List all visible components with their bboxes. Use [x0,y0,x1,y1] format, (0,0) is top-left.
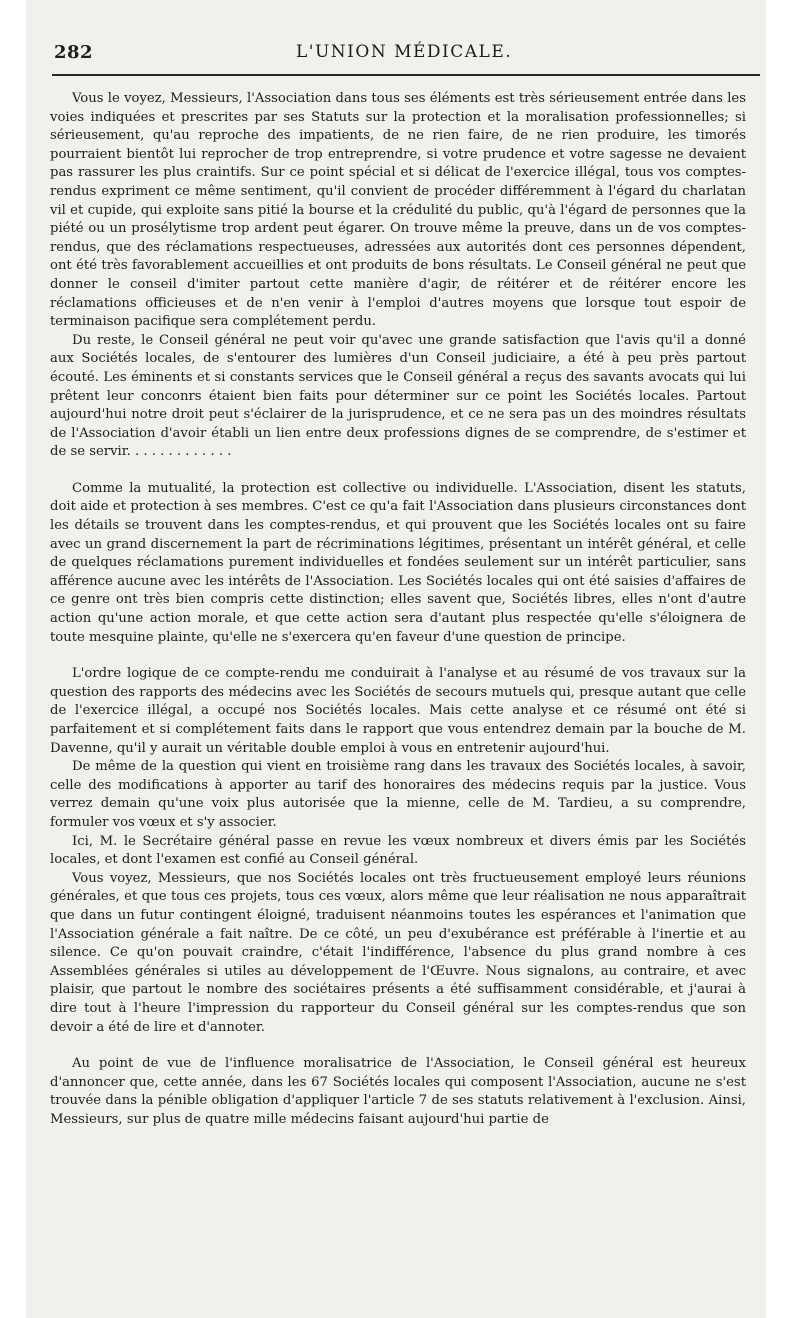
paragraph: L'ordre logique de ce compte-rendu me conduirait à l'analyse et au résumé de vos travaux sur la question des rapports des médecins avec les Sociétés de secours mutuels qui, presque autant que celle de l'exercice illégal, a occupé nos Sociétés locales. Mais cette analyse et ce résumé ont été si parfaitement et si complétement faits dans le rapport que vous entendrez demain par la bouche de M. Davenne, qu'il y aurait un véritable double emploi à vous en entretenir aujourd'hui. [50,666,746,756]
paragraph: Comme la mutualité, la protection est collective ou individuelle. L'Association, disent les statuts, doit aide et protection à ses membres. C'est ce qu'a fait l'Association dans plusieurs circonstances dont les détails se trouvent dans les comptes-rendus, et qui prouvent que les Sociétés locales ont su faire avec un grand discernement la part de récriminations légitimes, présentant un intérêt général, et celle de quelques réclamations purement individuelles et fondées seulement sur un intérêt particulier, sans afférence aucune avec les intérêts de l'Association. Les Sociétés locales qui ont été saisies d'affaires de ce genre ont très bien compris cette distinction; elles savent que, Sociétés libres, elles n'ont d'autre action qu'une action morale, et que cette action sera d'autant plus respectée qu'elle s'éloignera de toute mesquine plainte, qu'elle ne s'exercera qu'en faveur d'une question de principe. [50,480,746,645]
paragraph: Ici, M. le Secrétaire général passe en revue les vœux nombreux et divers émis par les Sociétés locales, et dont l'examen est confié au Conseil général. [50,833,746,868]
running-title: L'UNION MÉDICALE. [296,42,513,62]
book-page [26,0,766,1318]
paragraph: Vous voyez, Messieurs, que nos Sociétés locales ont très fructueusement employé leurs réunions générales, et que tous ces projets, tous ces vœux, alors même que leur réalisation ne nous apparaîtrait que dans un futur contingent éloigné, traduisent néanmoins toutes les espérances et l'animation que l'Association générale a fait naître. De ce côté, un peu d'exubérance est préférable à l'inertie et au silence. Ce qu'on pouvait craindre, c'était l'indifférence, l'absence du plus grand nombre à ces Assemblées générales si utiles au développement de l'Œuvre. Nous signalons, au contraire, et avec plaisir, que partout le nombre des sociétaires présents a été suffisamment considérable, et j'aurai à dire tout à l'heure l'impression du rapporteur du Conseil général sur les comptes-rendus que son devoir a été de lire et d'annoter. [50,870,746,1035]
page-header [26,38,766,66]
body-text [50,90,746,1129]
paragraph: Au point de vue de l'influence moralisatrice de l'Association, le Conseil général est heureux d'annoncer que, cette année, dans les 67 Sociétés locales qui composent l'Association, aucune ne s'est trouvée dans la pénible obligation d'appliquer l'article 7 de ses statuts relativement à l'exclusion. Ainsi, Messieurs, sur plus de quatre mille médecins faisant aujourd'hui partie de [50,1056,746,1127]
paragraph-gap [50,1037,746,1055]
paragraph: De même de la question qui vient en troisième rang dans les travaux des Sociétés locales, à savoir, celle des modifications à apporter au tarif des honoraires des médecins requis par la justice. Vous verrez demain qu'une voix plus autorisée que la mienne, celle de M. Tardieu, a su comprendre, formuler vos vœux et s'y associer. [50,759,746,830]
paragraph-gap [50,462,746,480]
paragraph: Vous le voyez, Messieurs, l'Association dans tous ses éléments est très sérieusement entrée dans les voies indiquées et prescrites par ses Statuts sur la protection et la moralisation professionnelles; si sérieusement, qu'au reproche des impatients, de ne rien faire, de ne rien produire, les timorés pourraient bientôt lui reprocher de trop entreprendre, si votre prudence et votre sagesse ne devaient pas rassurer les plus craintifs. Sur ce point spécial et si délicat de l'exercice illégal, tous vos comptes-rendus expriment ce même sentiment, qu'il convient de procéder différemment à l'égard du charlatan vil et cupide, qui exploite sans pitié la bourse et la crédulité du public, qu'à l'égard de personnes que la piété ou un prosélytisme trop ardent peut égarer. On trouve même la preuve, dans un de vos comptes-rendus, que des réclamations respectueuses, adressées aux autorités dont ces personnes dépendent, ont été très favorablement accueillies et ont produits de bons résultats. Le Conseil général ne peut que donner le conseil d'imiter partout cette manière d'agir, de réitérer et de réitérer encore les réclamations officieuses et de n'en venir à l'emploi d'autres moyens que lorsque tout espoir de terminaison pacifique sera complétement perdu. [50,91,746,330]
page-number: 282 [54,42,94,63]
header-rule [52,74,760,76]
paragraph: Du reste, le Conseil général ne peut voir qu'avec une grande satisfaction que l'avis qu'il a donné aux Sociétés locales, de s'entourer des lumières d'un Conseil judiciaire, a été à peu près partout écouté. Les éminents et si constants services que le Conseil général a reçus des savants avocats qui lui prêtent leur conconrs étaient bien faits pour déterminer sur ce point les Sociétés locales. Partout aujourd'hui notre droit peut s'éclairer de la jurisprudence, et ce ne sera pas un des moindres résultats de l'Association d'avoir établi un lien entre deux professions dignes de se comprendre, de s'estimer et de se servir. . . . . . . . . . . . . [50,332,746,460]
paragraph-gap [50,647,746,665]
